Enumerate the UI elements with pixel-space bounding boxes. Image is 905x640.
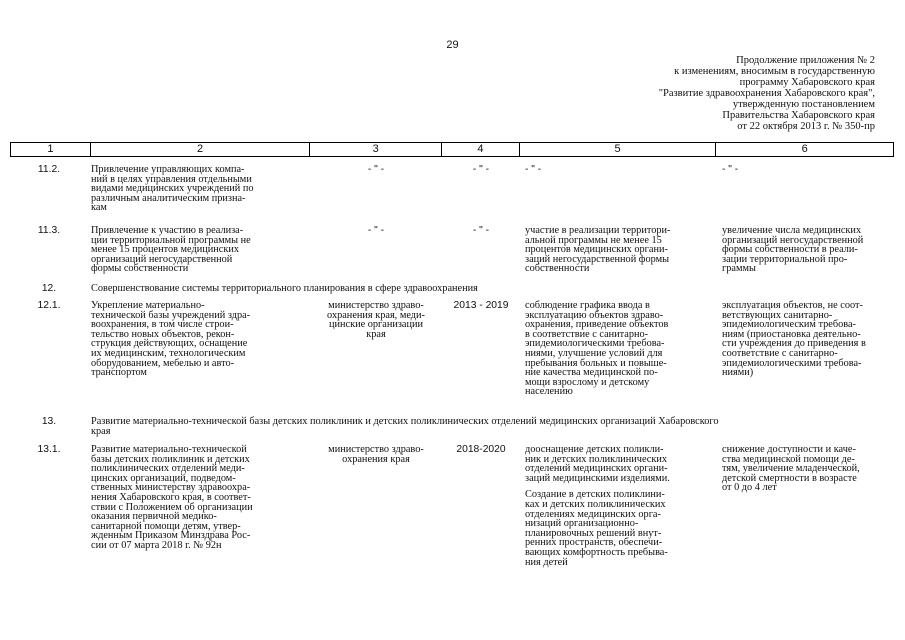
period: - " - — [472, 164, 490, 175]
section-title: Совершенствование системы территориального планирования в сфере здравоохранения — [91, 283, 478, 294]
period: 2018-2020 — [456, 444, 506, 455]
column-number: 3 — [310, 143, 442, 156]
expected-result: - " - — [525, 164, 542, 175]
page-number: 29 — [446, 39, 459, 51]
column-number-row — [10, 142, 894, 157]
consequence: эксплуатация объектов, не соот- ветствующих санитарно- эпидемиологическим требова- ниям (приостановка деятельно- сти учреждения до приведения в соответствие с санитарно- эпидемиологическими требова- ниями) — [722, 300, 866, 379]
executor: - " - — [367, 225, 385, 236]
header-line: от 22 октября 2013 г. № 350-пр — [737, 121, 875, 132]
column-number: 2 — [91, 143, 311, 156]
executor: - " - — [367, 164, 385, 175]
expected-result: участие в реализации территори- альной программы не менее 15 процентов медицинских органи- заций негосударственной формы собственности — [525, 225, 671, 275]
row-number: 11.3. — [37, 225, 61, 236]
period: - " - — [472, 225, 490, 236]
measure-name: Привлечение к участию в реализа- ции территориальной программы не менее 15 процентов медицинских организаций негосударственной формы собственности — [91, 225, 251, 275]
header-line: программу Хабаровского края — [739, 77, 875, 88]
column-number: 1 — [11, 143, 91, 156]
measure-name: Развитие материально-технической базы детских поликлиник и детских поликлинических отделений меди- цинских организаций, подведом- ственных министерству здравоохра- нения Хабаровского края, в соответ- ствии с Положением об организации оказания первичной медико- санитарной помощи детям, утвер- жденным Приказом Минздрава Рос- сии от 07 марта 2018 г. № 92н — [91, 444, 253, 551]
column-number: 4 — [442, 143, 520, 156]
row-number: 13. — [41, 416, 57, 427]
row-number: 12.1. — [37, 300, 61, 311]
header-line: "Развитие здравоохранения Хабаровского края", — [658, 88, 875, 99]
column-number: 5 — [520, 143, 717, 156]
measure-name: Укрепление материально- технической базы учреждений здра- воохранения, в том числе строи- тельство новых объектов, рекон- струкция действующих, оснащение их медицинским, технологическим оборудованием, мебелью и авто- транспортом — [91, 300, 251, 379]
header-line: утвержденную постановлением — [732, 99, 875, 110]
header-line: Правительства Хабаровского края — [722, 110, 875, 121]
header-line: Продолжение приложения № 2 — [736, 55, 875, 66]
row-number: 13.1. — [37, 444, 61, 455]
section-title: Развитие материально-технической базы детских поликлиник и детских поликлинических отделений медицинских организаций Хабаровского края — [91, 416, 719, 437]
expected-result — [525, 445, 713, 567]
consequence: снижение доступности и каче- ства медицинской помощи де- тям, увеличение младенческой, детской смертности в возрасте от 0 до 4 лет — [722, 444, 860, 494]
consequence: - " - — [722, 164, 739, 175]
period: 2013 - 2019 — [453, 300, 509, 311]
executor: министерство здраво- охранения края — [328, 444, 424, 465]
row-number: 12. — [41, 283, 57, 294]
row-number: 11.2. — [37, 164, 61, 175]
appendix-header — [555, 55, 875, 132]
expected-result-paragraph: дооснащение детских поликли- ник и детских поликлинических отделений медицинских органи- заций медицинскими изделиями. — [525, 444, 670, 484]
column-number: 6 — [801, 143, 808, 155]
executor: министерство здраво- охранения края, меди- цинские организации края — [327, 300, 425, 340]
expected-result: соблюдение графика ввода в эксплуатацию объектов здраво- охранения, приведение объектов в соответствие с санитарно- эпидемиологическими требова- ниями, улучшение условий для пребывания больных и повыше- ние качества медицинской по- мощи взрослому и детскому населению — [525, 300, 669, 398]
header-line: к изменениям, вносимым в государственную — [674, 66, 875, 77]
consequence: увеличение числа медицинских организаций негосударственной формы собственности в реали- зации территориальной про- граммы — [722, 225, 864, 275]
expected-result-paragraph: Создание в детских поликлини- ках и детских поликлинических отделениях медицинских орга- низаций организационно- планировочных решений внут- ренних пространств, обеспечи- вающих комфортность пребыва- ния детей — [525, 489, 668, 568]
measure-name: Привлечение управляющих компа- ний в целях управления отдельными видами медицинских учреждений по различным аналитическим призна- кам — [91, 164, 254, 214]
